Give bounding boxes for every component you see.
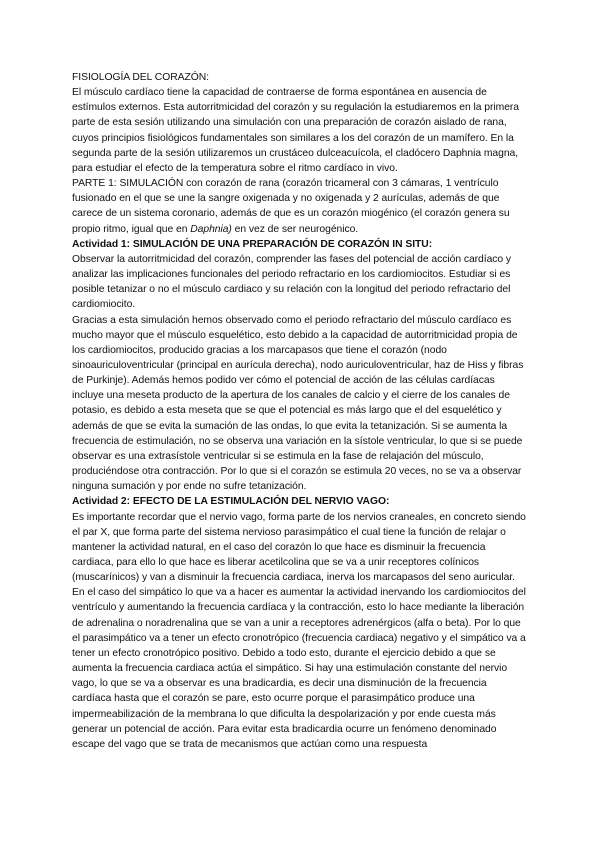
parte1-italic-daphnia: Daphnia): [190, 223, 232, 235]
document-page: [72, 70, 527, 752]
actividad2-body: Es importante recordar que el nervio vago, forma parte de los nervios craneales, en concreto siendo el par X, que forma parte del sistema nervioso parasimpático el cual tiene la función de relajar o mantener la actividad natural, en el caso del corazón lo que hace es disminuir la frecuencia cardiaca, para ello lo que hace es liberar acetilcolina que se va a unir receptores colínicos (muscarínicos) y van a disminuir la frecuencia cardiaca, inerva los marcapasos del seno auricular. En el caso del simpático lo que va a hacer es aumentar la actividad inervando los cardiomiocitos del ventrículo y aumentando la frecuencia cardíaca y la contracción, esto lo hace mediante la liberación de adrenalina o noradrenalina que se van a unir a receptores adrenérgicos (alfa o beta). Por lo que el parasimpático va a tener un efecto cronotrópico (frecuencia cardiaca) negativo y el simpático va a tener un efecto cronotrópico positivo. Debido a todo esto, durante el ejercicio debido a que se aumenta la frecuencia cardiaca actúa el simpático. Si hay una estimulación constante del nervio vago, lo que se va a observar es una bradicardia, es decir una disminución de la frecuencia cardíaca hasta que el corazón se pare, esto ocurre porque el parasimpático produce una impermeabilización de la membrana lo que dificulta la despolarización y por ende cuesta más generar un potencial de acción. Para evitar esta bradicardia ocurre un fenómeno denominado escape del vago que se trata de mecanismos que actúan como una respuesta: [72, 511, 526, 750]
actividad1-discussion: Gracias a esta simulación hemos observado como el periodo refractario del músculo cardíaco es mucho mayor que el músculo esquelético, esto debido a la capacidad de autorritmicidad propia de los cardiomiocitos, producido gracias a los marcapasos que tiene el corazón (nodo sinoauriculoventricular (principal en aurícula derecha), nodo auriculoventricular, haz de Hiss y fibras de Purkinje). Además hemos podido ver cómo el potencial de acción de las células cardíacas incluye una meseta producto de la apertura de los canales de calcio y el cierre de los canales de potasio, es debido a esta meseta que se que el potencial es más largo que el del esquelético y además de que se evita la sumación de las ondas, lo que evita la tetanización. Si se aumenta la frecuencia de estimulación, no se observa una variación en la sístole ventricular, lo que si se puede observar es una extrasístole ventricular si se estimula en la fase de relajación del músculo, produciéndose otra contracción. Por lo que si el corazón se estimula 20 veces, no se va a observar ninguna sumación y por ende no sufre tetanización.: [72, 314, 524, 493]
parte1-text: PARTE 1: SIMULACIÓN con corazón de rana (corazón tricameral con 3 cámaras, 1 ventrículo fusionado en el que se une la sangre oxigenada y no oxigenada y 2 aurículas, además de que carece de un sistema coronario, además de que es un corazón miogénico (el corazón genera su propio ritmo, igual que en: [72, 178, 510, 235]
document-title: FISIOLOGÍA DEL CORAZÓN:: [72, 72, 209, 83]
parte1-text-end: en vez de ser neurogénico.: [231, 223, 359, 235]
parte1-paragraph: [72, 176, 527, 237]
actividad1-heading: Actividad 1: SIMULACIÓN DE UNA PREPARACIÓN DE CORAZÓN IN SITU:: [72, 238, 433, 250]
actividad1-objective: Observar la autorritmicidad del corazón, comprender las fases del potencial de acción cardíaco y analizar las implicaciones funcionales del periodo refractario en los cardiomiocitos. Estudiar si es posible tetanizar o no el músculo cardiaco y su relación con la longitud del periodo refractario del cardiomiocito.: [72, 253, 512, 311]
intro-paragraph: El músculo cardíaco tiene la capacidad de contraerse de forma espontánea en ausencia de estímulos externos. Esta autorritmicidad del corazón y su regulación la estudiaremos en la primera parte de esta sesión utilizando una simulación con una preparación de corazón aislado de rana, cuyos principios fisiológicos fundamentales son similares a los del corazón de un mamífero. En la segunda parte de la sesión utilizaremos un crustáceo dulceacuícola, el cladócero Daphnia magna, para estudiar el efecto de la temperatura sobre el ritmo cardíaco in vivo.: [72, 87, 519, 174]
actividad2-heading: Actividad 2: EFECTO DE LA ESTIMULACIÓN DEL NERVIO VAGO:: [72, 496, 390, 508]
